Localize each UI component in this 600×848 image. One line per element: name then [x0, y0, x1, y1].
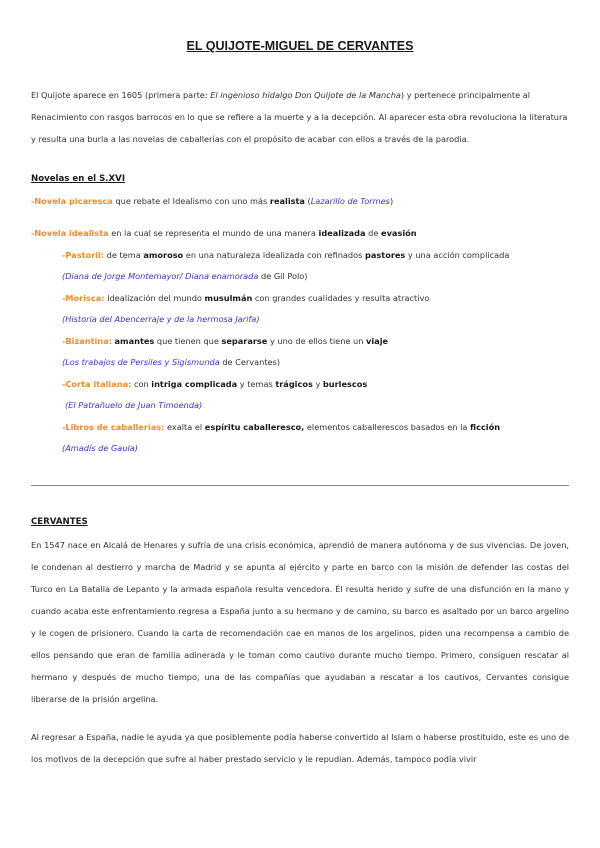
- idealista-text-1: en la cual se representa el mundo de una manera: [108, 228, 319, 238]
- pastoril-text-2: en una naturaleza idealizada con refinados: [183, 250, 366, 260]
- caballerias-example: (Amadís de Gaula): [62, 443, 139, 453]
- pastoril-example-author: de Gil Polo): [258, 271, 308, 281]
- caballerias-text-2: elementos caballerescos basados en la: [304, 422, 471, 432]
- idealista-text-2: de: [365, 228, 382, 238]
- bizantina-text-2: y uno de ellos tiene un: [267, 336, 367, 346]
- picaresca-paren-close: ): [389, 196, 394, 206]
- picaresca-text: que rebate el Idealismo con uno más: [112, 196, 270, 206]
- cortesana-text-2: y: [312, 379, 323, 389]
- bizantina-bold-2: separarse: [221, 336, 268, 346]
- idealista-bold-1: idealizada: [318, 228, 366, 238]
- idealista-label: -Novela idealista: [31, 228, 109, 238]
- pastoril-bold-2: pastores: [365, 250, 406, 260]
- picaresca-paren-open: (: [304, 196, 311, 206]
- pastoril-example-line: [62, 271, 307, 281]
- morisca-line: [62, 293, 429, 303]
- cortesana-example-line: [65, 400, 202, 410]
- cortesana-label: -Corta italiana:: [62, 379, 132, 389]
- caballerias-bold-1: espíritu caballeresco,: [204, 422, 305, 432]
- pastoril-example-open: (: [62, 271, 66, 281]
- morisca-example: (Historia del Abencerraje y de la hermosa Jarifa): [62, 314, 260, 324]
- morisca-text-1: Idealización del mundo: [104, 293, 205, 303]
- caballerias-bold-2: ficción: [470, 422, 501, 432]
- picaresca-bold: realista: [269, 196, 305, 206]
- bizantina-text-1: que tienen que: [154, 336, 222, 346]
- cervantes-paragraph-1: En 1547 nace en Alcalá de Henares y sufría de una crisis económica, aprendió de manera autónoma y de sus vivencias. De joven, le condenan al destierro y marcha de Madrid y se apunta al ejército y parte en barco con la misión de defender las costas del Turco en La Batalla de Lepanto y la armada española resulta vencedora. Él resulta herido y sufre de una disfunción en la mano y cuando acaba este enfrentamiento regresa a España junto a su hermano y de camino, su barco es asaltado por un barco argelino y le cogen de prisionero. Cuando la carta de recomendación cae en manos de los argelinos, piden una recompensa a cambio de ellos pensando que eran de familia adinerada y le toman como cautivo durante mucho tiempo. Primero, consiguen rescatar al hermano y después de mucho tiempo, una de las compañías que ayudaban a rescatar a los cautivos, Cervantes consigue liberarse de la prisión argelina.: [31, 540, 569, 704]
- intro-paragraph: [31, 84, 569, 150]
- bizantina-line: [62, 336, 388, 346]
- bizantina-example-line: [62, 357, 280, 367]
- pastoril-example: Diana de Jorge Montemayor/ Diana enamorada: [65, 271, 259, 281]
- morisca-text-2: con grandes cualidades y resulta atractivo: [252, 293, 430, 303]
- caballerias-example-line: [62, 443, 138, 453]
- morisca-example-line: [62, 314, 260, 324]
- cortesana-bold-3: burlescos: [322, 379, 368, 389]
- caballerias-line: [62, 422, 500, 432]
- bizantina-bold-3: viaje: [366, 336, 389, 346]
- cortesana-line: [62, 379, 367, 389]
- bizantina-label: -Bizantina:: [62, 336, 112, 346]
- cortesana-text-0: con: [131, 379, 152, 389]
- intro-text-1: El Quijote aparece en 1605 (primera parte:: [31, 90, 211, 100]
- caballerias-label: -Libros de caballerías:: [62, 422, 165, 432]
- bizantina-example: (Los trabajos de Persiles y Sigismunda: [62, 357, 220, 367]
- idealista-line: [31, 228, 417, 238]
- picaresca-label: -Novela picaresca: [31, 196, 113, 206]
- morisca-bold: musulmán: [204, 293, 253, 303]
- pastoril-label: -Pastoril:: [62, 250, 105, 260]
- bizantina-bold-1: amantes: [114, 336, 155, 346]
- cortesana-bold-1: intriga complicada: [151, 379, 238, 389]
- morisca-label: -Morisca:: [62, 293, 105, 303]
- idealista-bold-2: evasión: [381, 228, 417, 238]
- pastoril-text-3: y una acción complicada: [405, 250, 510, 260]
- picaresca-example: Lazarillo de Tormes: [310, 196, 390, 206]
- caballerias-text-1: exalta el: [164, 422, 205, 432]
- novelas-heading: Novelas en el S.XVI: [31, 174, 126, 184]
- intro-work-title: El ingenioso hidalgo Don Quijote de la Mancha: [210, 90, 401, 100]
- page-title: EL QUIJOTE-MIGUEL DE CERVANTES: [186, 39, 414, 53]
- pastoril-text-1: de tema: [104, 250, 144, 260]
- intro-text-2: ) y pertenece principalmente al Renacimiento con rasgos barrocos en lo que se refiere a la muerte y a la decepción. Al aparecer esta obra revoluciona la literatura y resulta una burla a las novelas de caballerías con el propósito de acabar con ellos a través de la parodia.: [31, 90, 568, 144]
- pastoril-bold-1: amoroso: [143, 250, 184, 260]
- cortesana-text-1: y temas: [237, 379, 276, 389]
- cortesana-bold-2: trágicos: [275, 379, 313, 389]
- bizantina-example-author: de Cervantes): [219, 357, 281, 367]
- pastoril-line: [62, 250, 509, 260]
- picaresca-line: [31, 196, 393, 206]
- cortesana-example: (El Patrañuelo de Juan Timoenda): [65, 400, 203, 410]
- cervantes-paragraph-2: Al regresar a España, nadie le ayuda ya que posiblemente podía haberse convertido al Islam o haberse prostituido, este es uno de los motivos de la decepción que sufre al haber prestado servicio y le repudian. Además, tampoco podía vivir: [31, 732, 569, 764]
- section-divider: [31, 485, 569, 486]
- cervantes-heading: CERVANTES: [31, 517, 88, 527]
